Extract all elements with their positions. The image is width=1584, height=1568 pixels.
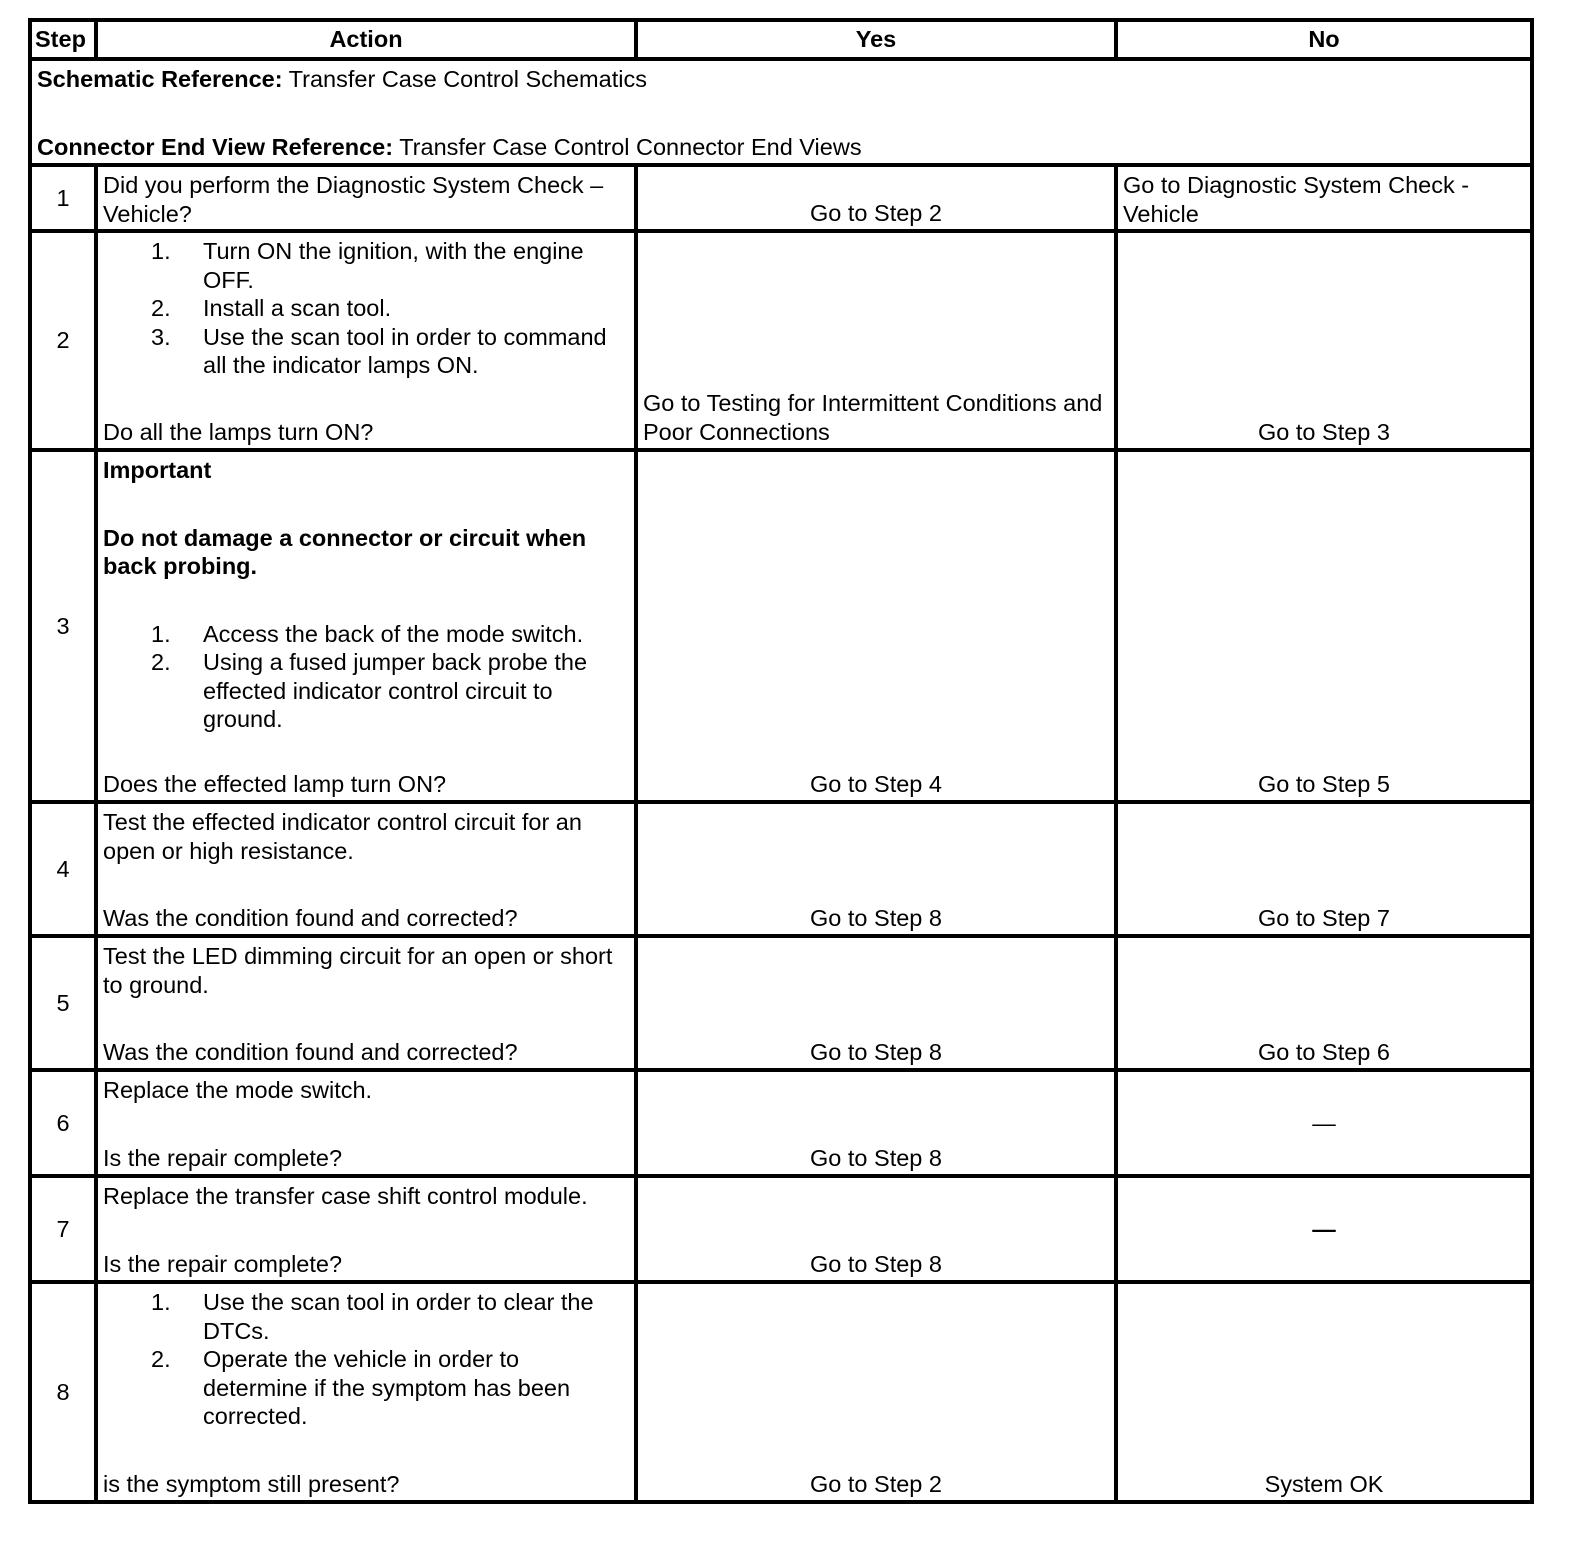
no-dash: —: [1312, 1215, 1336, 1242]
header-step: Step: [30, 20, 96, 59]
no-cell: [1116, 802, 1532, 936]
header-yes: Yes: [636, 20, 1116, 59]
action-text: Did you perform the Diagnostic System Check – Vehicle?: [103, 172, 604, 227]
no-cell: [1116, 1282, 1532, 1502]
yes-cell: [636, 231, 1116, 450]
schematic-reference-label: Schematic Reference:: [37, 66, 283, 92]
yes-cell: [636, 1176, 1116, 1282]
question-text: Is the repair complete?: [103, 1144, 343, 1171]
action-cell: [96, 165, 636, 231]
list-item: 2. Using a fused jumper back probe the effected indicator control circuit to ground.: [151, 649, 588, 732]
yes-cell: [636, 1282, 1116, 1502]
yes-cell: [636, 1070, 1116, 1176]
step-number: 3: [30, 450, 96, 802]
action-cell: [96, 1176, 636, 1282]
action-cell: [96, 231, 636, 450]
no-link[interactable]: Go to Step 5: [1258, 770, 1390, 797]
table-row: [30, 936, 1532, 1070]
schematic-reference: [37, 65, 1525, 94]
instruction-list: [103, 1288, 629, 1431]
no-cell: [1116, 1070, 1532, 1176]
table-row: [30, 1070, 1532, 1176]
question-text: Is the repair complete?: [103, 1250, 343, 1277]
no-cell: [1116, 231, 1532, 450]
no-dash: —: [1312, 1109, 1336, 1136]
list-item: 1. Use the scan tool in order to clear the DTCs.: [151, 1289, 594, 1344]
yes-link[interactable]: Go to Step 2: [810, 199, 942, 226]
table-row: [30, 1282, 1532, 1502]
connector-reference-link[interactable]: Transfer Case Control Connector End Views: [399, 133, 862, 160]
no-text: System OK: [1264, 1470, 1384, 1497]
list-item: 2. Install a scan tool.: [151, 295, 392, 321]
reference-row: [30, 59, 1532, 165]
action-text: Replace the transfer case shift control module.: [103, 1183, 588, 1209]
step-number: 4: [30, 802, 96, 936]
no-cell: [1116, 1176, 1532, 1282]
no-link[interactable]: Go to Step 6: [1258, 1038, 1390, 1065]
no-cell: [1116, 450, 1532, 802]
question-text: Was the condition found and corrected?: [103, 904, 518, 931]
no-link[interactable]: Go to Step 7: [1258, 904, 1390, 931]
important-text: Do not damage a connector or circuit when back probing.: [103, 524, 587, 579]
diagnostic-table: [28, 18, 1534, 1504]
yes-cell: [636, 165, 1116, 231]
list-item: 1. Turn ON the ignition, with the engine OFF.: [151, 238, 584, 293]
instruction-list: [103, 237, 629, 380]
action-text: Test the effected indicator control circuit for an open or high resistance.: [103, 809, 582, 864]
table-row: [30, 802, 1532, 936]
yes-link[interactable]: Go to Step 2: [810, 1470, 942, 1497]
action-text: Test the LED dimming circuit for an open or short to ground.: [103, 943, 613, 998]
no-cell: [1116, 936, 1532, 1070]
yes-link[interactable]: Go to Step 8: [810, 1144, 942, 1171]
question-text: Does the effected lamp turn ON?: [103, 770, 447, 797]
step-number: 2: [30, 231, 96, 450]
instruction-list: [103, 620, 629, 734]
question-text: Was the condition found and corrected?: [103, 1038, 518, 1065]
schematic-reference-link[interactable]: Transfer Case Control Schematics: [288, 66, 647, 92]
action-cell: [96, 936, 636, 1070]
header-row: [30, 20, 1532, 59]
no-cell: [1116, 165, 1532, 231]
connector-reference: [37, 133, 1525, 162]
table-row: [30, 450, 1532, 802]
table-row: [30, 1176, 1532, 1282]
yes-cell: [636, 802, 1116, 936]
table-row: [30, 165, 1532, 231]
action-cell: [96, 1282, 636, 1502]
question-text: is the symptom still present?: [103, 1470, 400, 1497]
action-cell: [96, 450, 636, 802]
step-number: 1: [30, 165, 96, 231]
header-action: Action: [96, 20, 636, 59]
action-cell: [96, 1070, 636, 1176]
no-link[interactable]: Go to Diagnostic System Check - Vehicle: [1123, 172, 1470, 227]
connector-reference-label: Connector End View Reference:: [37, 133, 394, 160]
yes-link[interactable]: Go to Testing for Intermittent Conditions and Poor Connections: [643, 390, 1103, 445]
step-number: 7: [30, 1176, 96, 1282]
table-row: [30, 231, 1532, 450]
step-number: 8: [30, 1282, 96, 1502]
action-text: Replace the mode switch.: [103, 1077, 373, 1103]
yes-cell: [636, 450, 1116, 802]
step-number: 6: [30, 1070, 96, 1176]
yes-link[interactable]: Go to Step 4: [810, 770, 942, 797]
reference-cell: [30, 59, 1532, 165]
step-number: 5: [30, 936, 96, 1070]
yes-link[interactable]: Go to Step 8: [810, 1038, 942, 1065]
header-no: No: [1116, 20, 1532, 59]
list-item: 1. Access the back of the mode switch.: [151, 620, 584, 647]
no-link[interactable]: Go to Step 3: [1258, 418, 1390, 445]
question-text: Do all the lamps turn ON?: [103, 418, 374, 445]
list-item: 3. Use the scan tool in order to command all the indicator lamps ON.: [151, 323, 607, 378]
list-item: 2. Operate the vehicle in order to determine if the symptom has been corrected.: [151, 1346, 571, 1429]
action-cell: [96, 802, 636, 936]
yes-link[interactable]: Go to Step 8: [810, 1250, 942, 1277]
yes-cell: [636, 936, 1116, 1070]
yes-link[interactable]: Go to Step 8: [810, 904, 942, 931]
important-title: Important: [103, 457, 212, 483]
